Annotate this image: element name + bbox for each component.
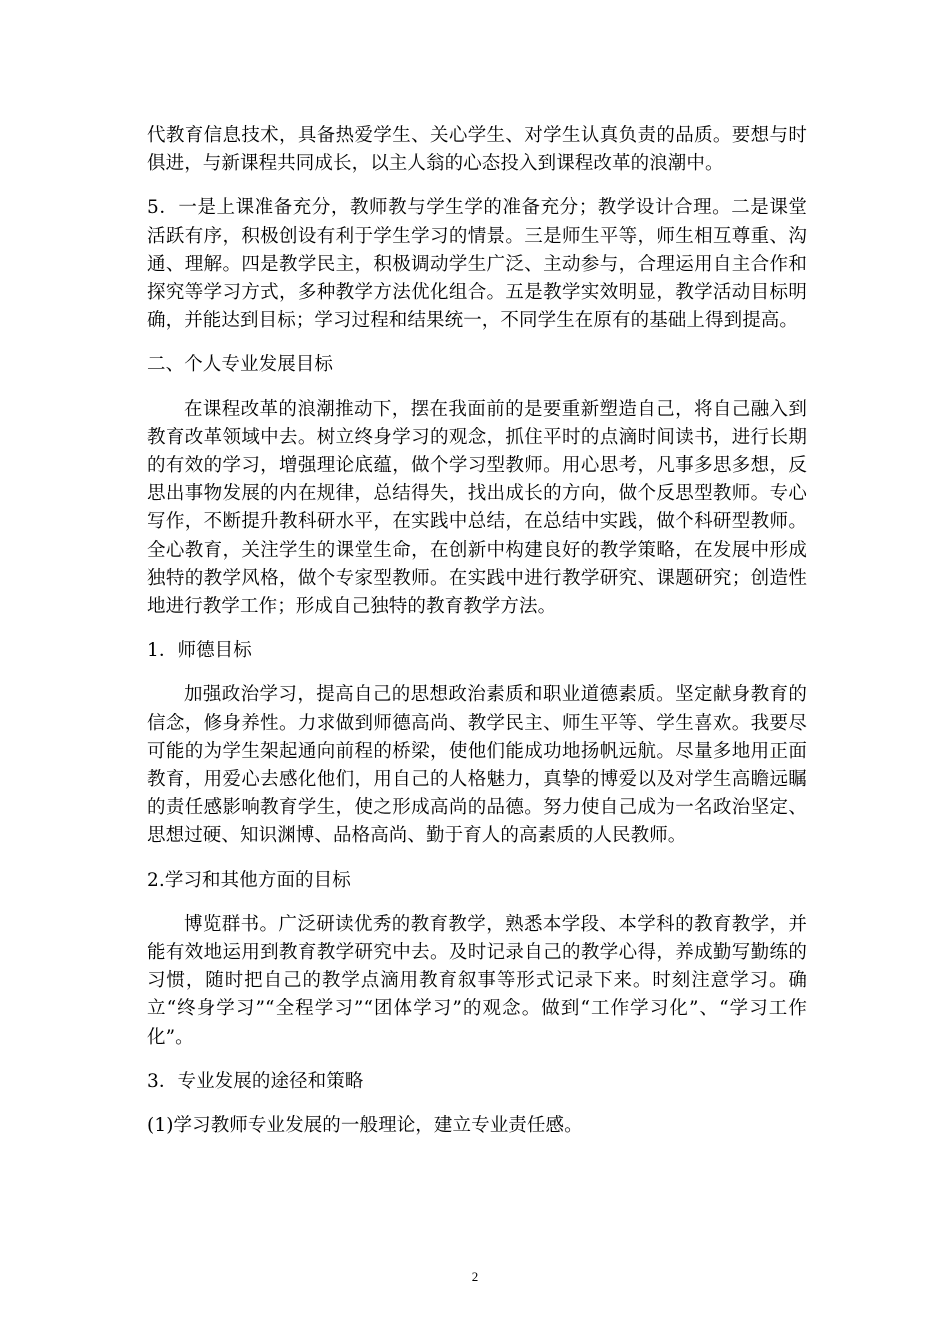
page-number: 2 (471, 1269, 479, 1284)
paragraph-item-5: 5．一是上课准备充分，教师教与学生学的准备充分；教学设计合理。二是课堂活跃有序，积极创设有利于学生学习的情景。三是师生平等，师生相互尊重、沟通、理解。四是教学民主，积极调动学生广泛、主动参与，合理运用自主合作和探究等学习方式，多种教学方法优化组合。五是教学实效明显，教学活动目标明确，并能达到目标；学习过程和结果统一，不同学生在原有的基础上得到提高。 (147, 197, 807, 332)
list-item-strategy-1: (1)学习教师专业发展的一般理论，建立专业责任感。 (147, 1115, 583, 1137)
subheading-development-strategies: 3．专业发展的途径和策略 (147, 1070, 364, 1092)
paragraph-learning-goals: 博览群书。广泛研读优秀的教育教学，熟悉本学段、本学科的教育教学，并能有效地运用到教育教学研究中去。及时记录自己的教学心得，养成勤写勤练的习惯，随时把自己的教学点滴用教育叙事等形式记录下来。时刻注意学习。确立“终身学习”“全程学习”“团体学习”的观念。做到“工作学习化”、“学习工作化”。 (147, 913, 807, 1048)
subheading-learning-goals: 2.学习和其他方面的目标 (147, 869, 351, 891)
section-heading-personal-development-goals: 二、个人专业发展目标 (147, 354, 334, 376)
paragraph-personal-development-goals: 在课程改革的浪潮推动下，摆在我面前的是要重新塑造自己，将自己融入到教育改革领域中去。树立终身学习的观念，抓住平时的点滴时间读书，进行长期的有效的学习，增强理论底蕴，做个学习型教师。用心思考，凡事多思多想，反思出事物发展的内在规律，总结得失，找出成长的方向，做个反思型教师。专心写作，不断提升教科研水平，在实践中总结，在总结中实践，做个科研型教师。全心教育，关注学生的课堂生命，在创新中构建良好的教学策略，在发展中形成独特的教学风格，做个专家型教师。在实践中进行教学研究、课题研究；创造性地进行教学工作；形成自己独特的教育教学方法。 (147, 398, 807, 618)
subheading-ethics-goal: 1．师德目标 (147, 640, 252, 662)
page-body (147, 122, 807, 1140)
paragraph-ethics-goal: 加强政治学习，提高自己的思想政治素质和职业道德素质。坚定献身教育的信念，修身养性。力求做到师德高尚、教学民主、师生平等、学生喜欢。我要尽可能的为学生架起通向前程的桥梁，使他们能成功地扬帆远航。尽量多地用正面教育，用爱心去感化他们，用自己的人格魅力，真挚的博爱以及对学生高瞻远瞩的责任感影响教育学生，使之形成高尚的品德。努力使自己成为一名政治坚定、思想过硬、知识渊博、品格高尚、勤于育人的高素质的人民教师。 (147, 684, 807, 847)
paragraph-continued: 代教育信息技术，具备热爱学生、关心学生、对学生认真负责的品质。要想与时俱进，与新课程共同成长，以主人翁的心态投入到课程改革的浪潮中。 (147, 125, 807, 175)
